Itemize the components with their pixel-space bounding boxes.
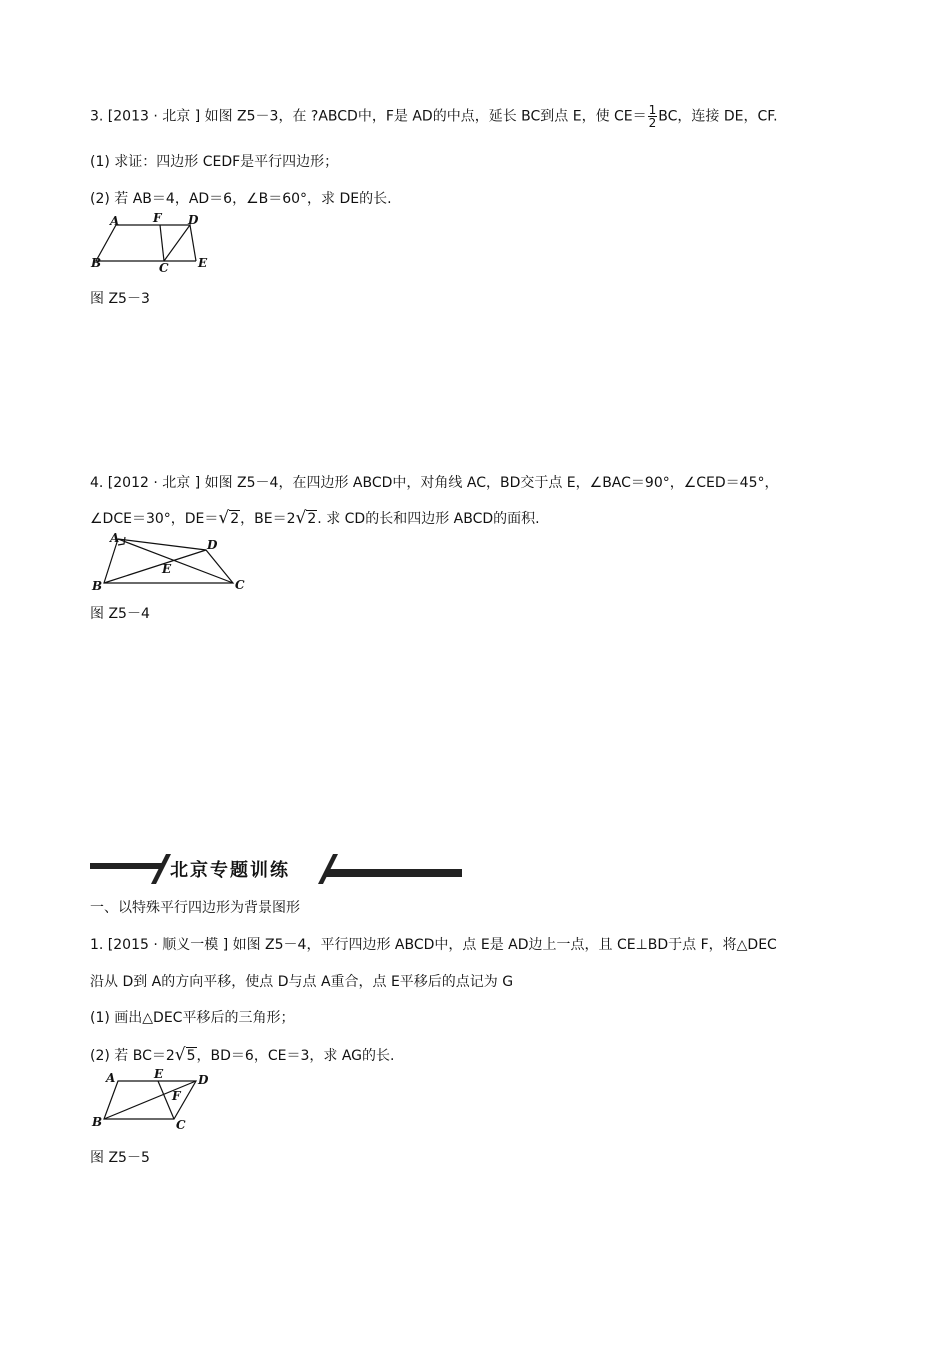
figure-z5-4	[88, 528, 258, 598]
banner-left-bar	[90, 863, 162, 869]
problem-3-question-2: (2) 若 AB＝4，AD＝6，∠B＝60°，求 DE的长.	[90, 191, 392, 207]
problem-4-text-c: . 求 CD的长和四边形 ABCD的面积.	[317, 511, 540, 527]
radical-sign: √	[174, 1045, 186, 1065]
problem-3-question-1: (1) 求证：四边形 CEDF是平行四边形；	[90, 154, 339, 170]
fraction-one-half	[648, 104, 658, 129]
label-d: D	[188, 213, 199, 227]
label-a: A	[110, 214, 120, 228]
fraction-denominator: 2	[648, 116, 657, 130]
problem-4-line-2	[90, 508, 540, 529]
figure-z5-4-caption: 图 Z5－4	[90, 606, 150, 622]
label-c: C	[159, 261, 169, 275]
label-c: C	[235, 578, 245, 592]
label-f: F	[153, 211, 162, 225]
segment-fc	[160, 225, 164, 261]
problem-1-line-2: 沿从 D到 A的方向平移，使点 D与点 A重合，点 E平移后的点记为 G	[90, 974, 514, 990]
label-f: F	[172, 1089, 181, 1103]
banner-right-bar	[323, 869, 462, 877]
figure-z5-3	[88, 210, 218, 275]
problem-3-text-b: BC，连接 DE，CF.	[658, 108, 778, 125]
problem-3-text-a: 3. [2013 · 北京 ] 如图 Z5－3，在 ?ABCD中，F是 AD的中点，延长 BC到点 E，使 CE＝	[90, 108, 647, 125]
label-d: D	[207, 538, 218, 552]
label-b: B	[91, 256, 102, 270]
segment-de	[190, 225, 196, 261]
radicand: 2	[307, 511, 317, 527]
problem-4-text-a: ∠DCE＝30°，DE＝	[90, 511, 219, 527]
problem-4-text-b: ，BE＝2	[240, 511, 296, 527]
radical-sign: √	[218, 508, 230, 528]
section-banner-title: 北京专题训练	[170, 860, 290, 881]
label-c: C	[176, 1118, 186, 1132]
figure-z5-5	[88, 1065, 218, 1135]
sqrt-expression	[218, 508, 240, 529]
problem-4-line-1: 4. [2012 · 北京 ] 如图 Z5－4，在四边形 ABCD中，对角线 AC，BD交于点 E，∠BAC＝90°，∠CED＝45°，	[90, 475, 779, 491]
radical-sign: √	[295, 508, 307, 528]
problem-1-line-1: 1. [2015 · 顺义一模 ] 如图 Z5－4，平行四边形 ABCD中，点 E是 AD边上一点，且 CE⊥BD于点 F，将△DEC	[90, 937, 777, 953]
label-d: D	[198, 1073, 209, 1087]
radicand: 5	[186, 1048, 196, 1064]
problem-3-statement	[90, 104, 778, 129]
label-b: B	[92, 579, 103, 593]
figure-z5-5-caption: 图 Z5－5	[90, 1150, 150, 1166]
label-e: E	[198, 256, 208, 270]
problem-1-text-b: ，BD＝6，CE＝3，求 AG的长.	[196, 1048, 395, 1064]
label-e: E	[162, 562, 172, 576]
label-a: A	[110, 531, 120, 545]
problem-1-text-a: (2) 若 BC＝2	[90, 1048, 175, 1064]
problem-1-question-1: (1) 画出△DEC平移后的三角形；	[90, 1010, 295, 1026]
problem-1-question-2	[90, 1045, 394, 1066]
fraction-numerator: 1	[648, 103, 657, 117]
label-a: A	[106, 1071, 116, 1085]
sqrt-expression	[175, 1045, 197, 1066]
label-b: B	[92, 1115, 103, 1129]
parallelogram-abcd	[96, 225, 190, 261]
label-e: E	[154, 1067, 164, 1081]
radicand: 2	[230, 511, 240, 527]
figure-z5-3-caption: 图 Z5－3	[90, 291, 150, 307]
diagonal-bd	[104, 1081, 196, 1119]
section-subtitle: 一、以特殊平行四边形为背景图形	[90, 900, 300, 916]
sqrt-expression	[296, 508, 318, 529]
